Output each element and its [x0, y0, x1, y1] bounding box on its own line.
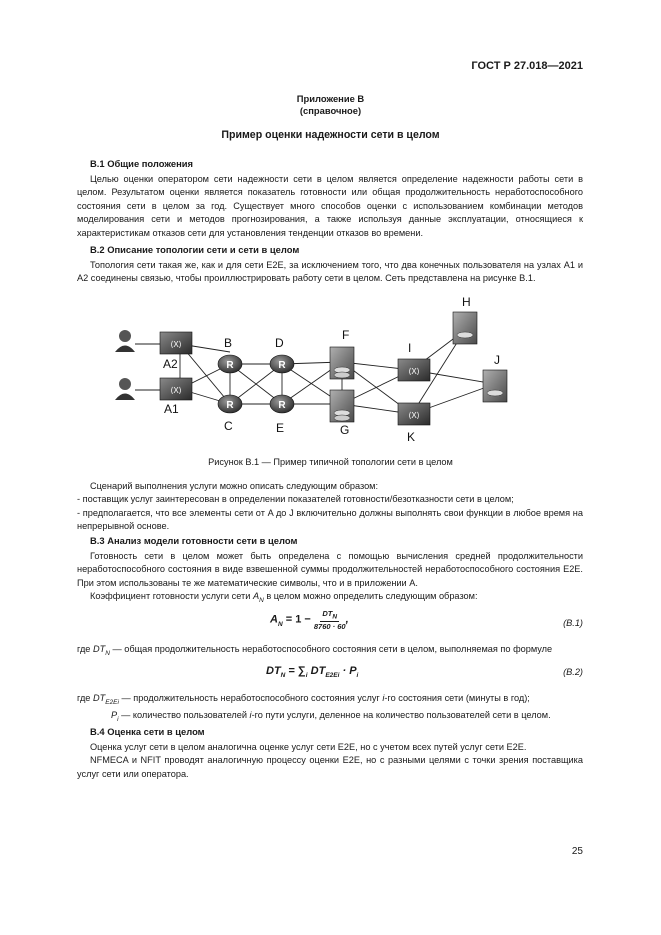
- standard-code: ГОСТ Р 27.018—2021: [471, 60, 583, 72]
- switch-a2-icon: [160, 332, 192, 354]
- paragraph: Целью оценки оператором сети надежности сети в целом является определение надежности работы сети в целом. Результатом оценки является показатель готовности или общая продолжительность неработоспособного состояния сети в целом за год. Существует много способов оценки с использованием комбинации методов моделирования сети и методов прогнозирования, а также используя данные эксплуатации, относящиеся к характеристикам отказов сети для установления тенденции отказов во времени.: [77, 174, 583, 238]
- page-title: Пример оценки надежности сети в целом: [221, 129, 440, 141]
- section-b4: [77, 726, 583, 781]
- paragraph: Сценарий выполнения услуги можно описать следующим образом:: [90, 481, 379, 491]
- paragraph: Коэффициент готовности услуги сети $A_N$ в целом можно определить следующим образом:: [90, 591, 478, 605]
- node-label-j: J: [494, 353, 500, 367]
- user-icon: [115, 378, 135, 400]
- section-b3: [77, 535, 583, 607]
- router-e-icon: [270, 395, 294, 413]
- appendix-note: (справочное): [299, 105, 362, 116]
- node-label-g: G: [340, 423, 350, 437]
- appendix-title: [0, 93, 661, 117]
- node-label-d: D: [275, 336, 284, 350]
- user-icon: [115, 330, 135, 352]
- formula-number: (B.2): [563, 667, 583, 677]
- where-clause-2: где $DT_{E2Ei}$ — продолжительность неработоспособного состояния услуг i-го состояния сети (минуты в год); $P_i$ — количество пользователей i-го пути услуги, деленное на количество пользователей сети в целом.: [77, 693, 551, 724]
- list-item: - поставщик услуг заинтересован в определении показателей готовности/безотказности сети в целом;: [77, 494, 514, 505]
- section-b1: [77, 158, 583, 240]
- appendix-label: Приложение В: [296, 93, 365, 104]
- node-label-e: E: [276, 421, 285, 435]
- svg-text:⟨X⟩: ⟨X⟩: [408, 411, 420, 420]
- node-label-a2: A2: [163, 357, 178, 371]
- paragraph: Готовность сети в целом может быть определена с помощью вычисления средней продолжительности неработоспособного состояния в виде взвешенной суммы продолжительностей неработоспособного состояния E2E. При этом использованы те же математические символы, что и в приложении А.: [77, 551, 583, 588]
- section-heading: В.4 Оценка сети в целом: [90, 726, 205, 737]
- where-clause: где $DT_N$ — общая продолжительность неработоспособного состояния сети в целом, выполняемая по формуле: [77, 644, 553, 657]
- switch-i-icon: [398, 359, 430, 381]
- database-h-icon: [453, 312, 477, 344]
- router-label: R: [226, 400, 234, 411]
- svg-text:⟨X⟩: ⟨X⟩: [170, 340, 182, 349]
- section-heading: В.2 Описание топологии сети и сети в целом: [90, 244, 300, 255]
- router-label: R: [278, 400, 286, 411]
- database-j-icon: [483, 370, 507, 402]
- figure-caption: Рисунок В.1 — Пример типичной топологии сети в целом: [208, 457, 453, 467]
- router-label: R: [278, 360, 286, 371]
- formula-number: (B.1): [563, 618, 583, 628]
- list-item: - предполагается, что все элементы сети от A до J включительно должны выполнять свои функции в любое время на непрерывной основе.: [77, 507, 583, 532]
- page-number: 25: [571, 846, 583, 857]
- node-label-k: K: [407, 430, 416, 442]
- paragraph: NFMECA и NFIT проводят аналогичную процессу оценки E2E, но с разными целями с точки зрения поставщика услуг сети или оператора.: [77, 755, 583, 779]
- node-label-b: B: [224, 336, 233, 350]
- database-f-icon: [330, 347, 354, 379]
- node-label-f: F: [342, 328, 350, 342]
- formula-b1: $A_N = 1$ − $\frac{DT_N}{8760 \cdot 60}$ ,: [270, 609, 349, 631]
- router-c-icon: [218, 395, 242, 413]
- switch-k-icon: [398, 403, 430, 425]
- section-heading: В.1 Общие положения: [90, 158, 193, 169]
- node-label-c: C: [224, 419, 233, 433]
- database-g-icon: [330, 390, 354, 422]
- node-label-i: I: [408, 341, 412, 355]
- router-b-icon: [218, 355, 242, 373]
- paragraph: Оценка услуг сети в целом аналогична оценке услуг сети E2E, но с учетом всех путей услуг сети E2E.: [90, 742, 527, 752]
- svg-text:⟨X⟩: ⟨X⟩: [408, 367, 420, 376]
- formula-b2: $DT_N = \sum_i$ $DT_{E2Ei} \cdot P_i$: [266, 665, 359, 680]
- node-label-h: H: [462, 295, 471, 309]
- router-label: R: [226, 360, 234, 371]
- switch-a1-icon: [160, 378, 192, 400]
- section-b2: [77, 244, 583, 286]
- svg-text:⟨X⟩: ⟨X⟩: [170, 386, 182, 395]
- section-heading: В.3 Анализ модели готовности сети в целом: [90, 535, 298, 546]
- paragraph: Топология сети такая же, как и для сети E2E, за исключением того, что два конечных пользователя на узлах A1 и A2 соединены связью, чтобы проиллюстрировать работу сети в целом. Сеть представлена на рисунке В.1.: [77, 260, 583, 284]
- scenario-block: [77, 480, 583, 534]
- network-topology-figure: [110, 292, 540, 442]
- node-label-a1: A1: [164, 402, 179, 416]
- router-d-icon: [270, 355, 294, 373]
